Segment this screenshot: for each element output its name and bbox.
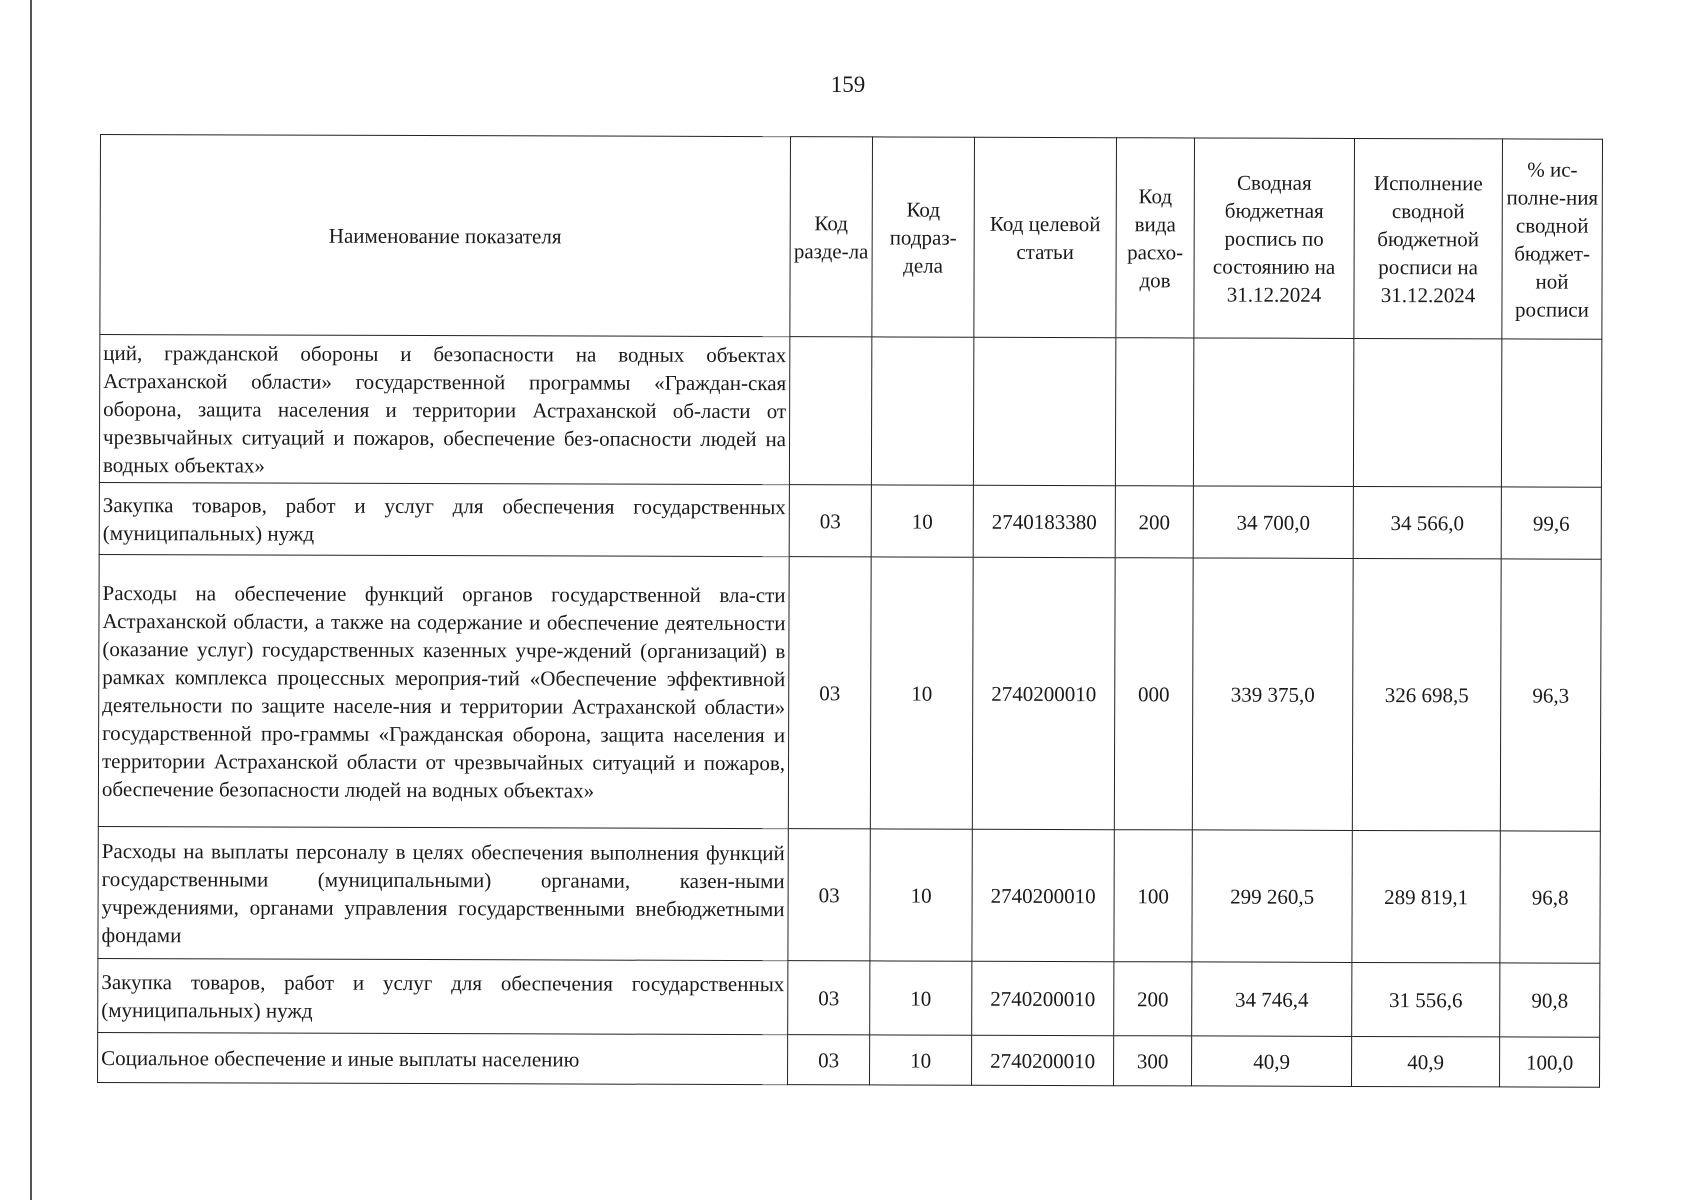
header-expense-type: Код вида расхо-дов <box>1116 138 1195 338</box>
row-section: 03 <box>788 961 870 1035</box>
row-name: ций, гражданской обороны и безопасности на водных объектах Астраханской области» государственной программы «Граждан-ская оборона, защита населения и территории Астраханской об-ласти от чрезвычайных ситуаций и пожаров, обеспечение без-опасности людей на водных объектах» <box>99 335 789 485</box>
header-name: Наименование показателя <box>100 135 791 337</box>
row-subsection: 10 <box>870 557 973 829</box>
row-target: 2740200010 <box>972 961 1114 1035</box>
row-section: 03 <box>788 557 871 829</box>
row-percent <box>1501 339 1601 487</box>
row-percent: 96,3 <box>1500 559 1601 831</box>
row-expense-type: 000 <box>1114 558 1193 830</box>
row-executed: 289 819,1 <box>1352 830 1500 962</box>
row-percent: 90,8 <box>1500 963 1600 1037</box>
left-margin-line <box>30 0 32 1200</box>
row-planned <box>1193 338 1353 487</box>
row-planned: 34 700,0 <box>1193 486 1353 559</box>
row-subsection: 10 <box>870 829 972 961</box>
row-expense-type: 200 <box>1115 486 1193 558</box>
header-planned: Сводная бюджетная роспись по состоянию на 31.12.2024 <box>1194 138 1355 339</box>
row-name: Закупка товаров, работ и услуг для обеспечения государственных (муниципальных) нужд <box>99 482 789 556</box>
row-target: 2740183380 <box>973 485 1115 557</box>
row-planned: 34 746,4 <box>1192 962 1352 1037</box>
row-section: 03 <box>789 485 871 557</box>
row-subsection <box>871 337 973 485</box>
row-executed: 31 556,6 <box>1352 962 1500 1036</box>
row-expense-type: 200 <box>1114 962 1192 1036</box>
row-section: 03 <box>788 829 870 961</box>
row-executed: 34 566,0 <box>1353 486 1501 558</box>
row-subsection: 10 <box>871 485 973 557</box>
row-target: 2740200010 <box>972 557 1115 829</box>
row-expense-type <box>1115 338 1193 486</box>
row-section <box>789 337 871 485</box>
row-percent: 99,6 <box>1501 487 1601 559</box>
page-number <box>0 72 1696 98</box>
table-row <box>98 1032 1600 1087</box>
row-subsection: 10 <box>870 1035 972 1085</box>
row-expense-type: 100 <box>1114 830 1192 962</box>
header-executed: Исполнение сводной бюджетной росписи на 31.12.2024 <box>1354 138 1503 338</box>
row-planned: 299 260,5 <box>1192 830 1352 963</box>
header-target: Код целевой статьи <box>974 137 1117 337</box>
table-header-row <box>100 135 1603 340</box>
header-section: Код разде-ла <box>790 137 873 337</box>
row-target: 2740200010 <box>972 829 1114 961</box>
row-name: Расходы на выплаты персоналу в целях обеспечения выполнения функций государственными (муниципальными) органами, казен-ными учреждениями, органами управления государственными внебюджетными фондами <box>98 826 788 960</box>
row-target <box>973 337 1115 485</box>
row-name: Расходы на обеспечение функций органов государственной вла-сти Астраханской области, а также на содержание и обеспечение деятельности (оказание услуг) государственных казенных учре-ждений (организаций) в рамках комплекса процессных мероприя-тий «Обеспечение эффективной деятельности по защите населе-ния и территории Астраханской области» государственной про-граммы «Гражданская оборона, защита населения и территории Астраханской области от чрезвычайных ситуаций и пожаров, обеспечение безопасности людей на водных объектах» <box>98 554 789 828</box>
budget-table <box>97 134 1603 1088</box>
page-number-text: 159 <box>830 72 866 97</box>
row-name: Социальное обеспечение и иные выплаты населению <box>98 1032 788 1084</box>
table-row <box>98 958 1600 1037</box>
row-section: 03 <box>788 1035 870 1085</box>
row-executed: 326 698,5 <box>1352 558 1501 830</box>
row-expense-type: 300 <box>1114 1036 1192 1086</box>
row-target: 2740200010 <box>972 1035 1114 1085</box>
row-executed: 40,9 <box>1352 1036 1500 1086</box>
row-name: Закупка товаров, работ и услуг для обеспечения государственных (муниципальных) нужд <box>98 958 788 1034</box>
row-percent: 96,8 <box>1500 831 1600 963</box>
row-planned: 339 375,0 <box>1192 558 1353 831</box>
table-row <box>98 554 1601 831</box>
header-subsection: Код подраз-дела <box>872 137 975 337</box>
header-percent: % ис-полне-ния сводной бюджет-ной росписи <box>1502 139 1603 339</box>
table-row <box>99 335 1601 488</box>
row-percent: 100,0 <box>1500 1037 1600 1087</box>
row-subsection: 10 <box>870 961 972 1035</box>
table-row <box>99 482 1601 559</box>
table-row <box>98 826 1600 963</box>
row-executed <box>1353 338 1501 486</box>
row-planned: 40,9 <box>1192 1036 1352 1087</box>
